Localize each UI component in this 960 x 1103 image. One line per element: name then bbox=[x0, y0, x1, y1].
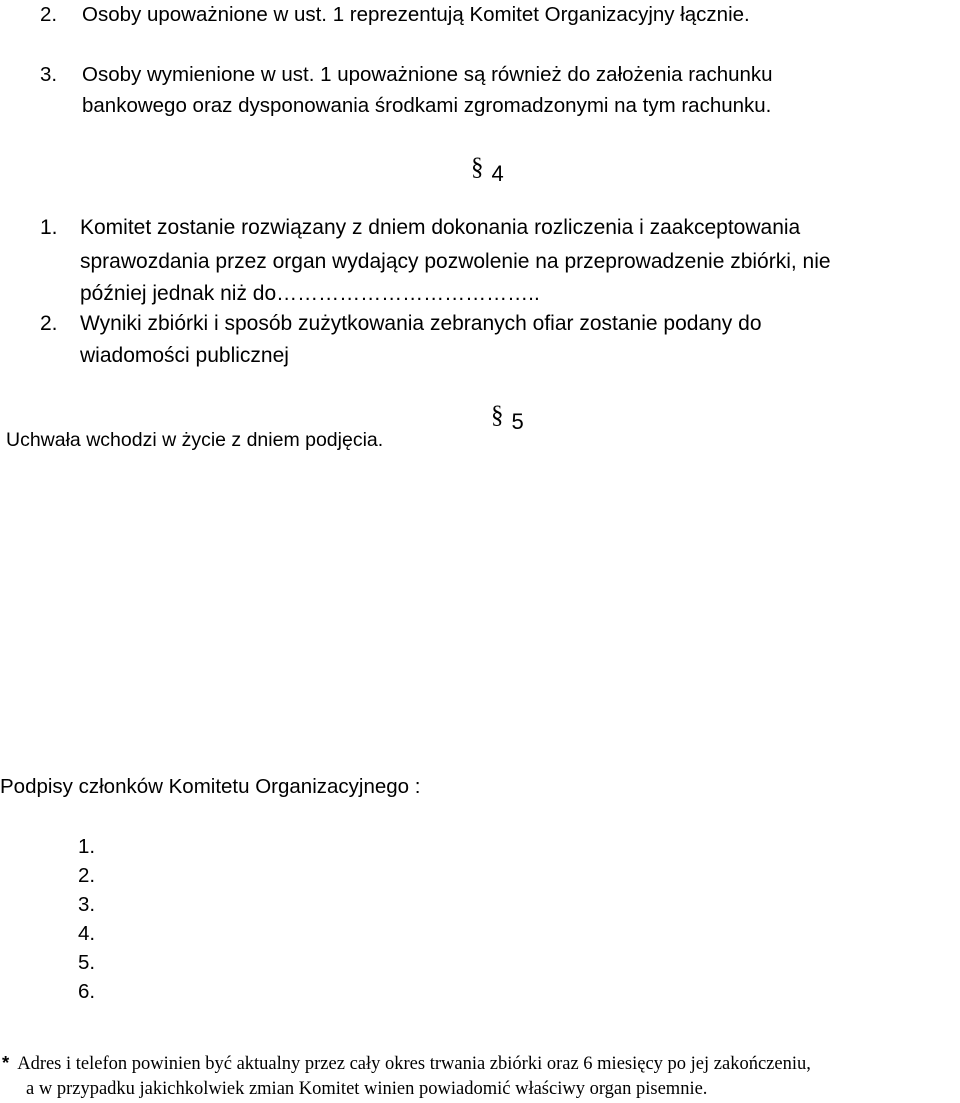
item-number: 2. bbox=[40, 3, 58, 26]
section4-item1-line3: później jednak niż do……………………………….. bbox=[80, 282, 540, 305]
section5-heading bbox=[491, 403, 524, 433]
section4-item2 bbox=[40, 313, 762, 334]
section4-heading bbox=[471, 155, 504, 185]
section4-item2-line2: wiadomości publicznej bbox=[80, 344, 289, 367]
item-text-line1: Osoby wymienione w ust. 1 upoważnione są również do założenia rachunku bbox=[82, 63, 773, 86]
signature-line: 4. bbox=[78, 922, 96, 945]
signature-line: 2. bbox=[78, 864, 96, 887]
footnote bbox=[2, 1054, 811, 1074]
section4-item1 bbox=[40, 217, 800, 238]
signature-line: 1. bbox=[78, 835, 96, 858]
section-number: 5 bbox=[511, 409, 524, 434]
item-text: Osoby upoważnione w ust. 1 reprezentują Komitet Organizacyjny łącznie. bbox=[82, 3, 750, 26]
section3-item3-line2: bankowego oraz dysponowania środkami zgromadzonymi na tym rachunku. bbox=[82, 94, 772, 117]
signatures-heading: Podpisy członków Komitetu Organizacyjnego : bbox=[0, 775, 421, 798]
section4-item1-line2: sprawozdania przez organ wydający pozwolenie na przeprowadzenie zbiórki, nie bbox=[80, 250, 831, 273]
item-text-line1: Wyniki zbiórki i sposób zużytkowania zebranych ofiar zostanie podany do bbox=[80, 312, 762, 335]
section-number: 4 bbox=[491, 161, 504, 186]
section3-item3 bbox=[40, 65, 773, 86]
section3-item2 bbox=[40, 5, 750, 26]
signature-line: 3. bbox=[78, 893, 96, 916]
footnote-line1: Adres i telefon powinien być aktualny przez cały okres trwania zbiórki oraz 6 miesięcy po jej zakończeniu, bbox=[17, 1054, 811, 1074]
footnote-line2: a w przypadku jakichkolwiek zmian Komitet winien powiadomić właściwy organ pisemnie. bbox=[26, 1079, 708, 1099]
signature-line: 6. bbox=[78, 980, 96, 1003]
item-number: 3. bbox=[40, 63, 58, 86]
item-number: 2. bbox=[40, 312, 58, 335]
section-symbol: § bbox=[471, 154, 484, 181]
signature-line: 5. bbox=[78, 951, 96, 974]
footnote-marker: * bbox=[2, 1052, 10, 1073]
section-symbol: § bbox=[491, 402, 504, 429]
section5-text: Uchwała wchodzi w życie z dniem podjęcia. bbox=[6, 429, 384, 451]
item-number: 1. bbox=[40, 216, 58, 239]
item-text-line1: Komitet zostanie rozwiązany z dniem dokonania rozliczenia i zaakceptowania bbox=[80, 216, 801, 239]
